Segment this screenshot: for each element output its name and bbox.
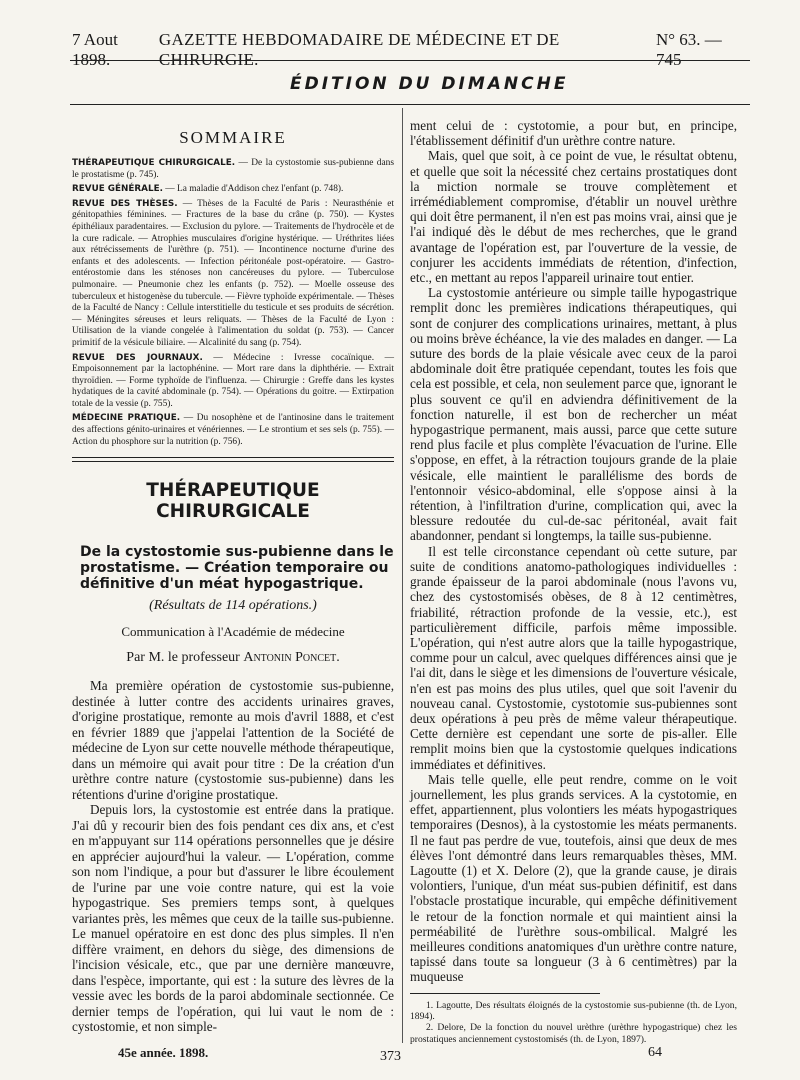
paragraph: Mais telle quelle, elle peut rendre, comme on le voit journellement, les plus grands services. A la cystotomie, en effet, appartiennent, plus volontiers les méats hypogastriques temporaires (Desnos), à la cystostomie les méats permanents. Il ne faut pas perdre de vue, toutefois, ainsi que deux de mes élèves l'ont démontré dans leurs remarquables thèses, MM. Lagoutte (1) et X. Delore (2), que la grande cause, je dirais volontiers, l'unique, d'un méat sus-pubien définitif, est dans l'obstacle prostatique incurable, qui empêche définitivement le retour de la fonction normale et qui maintient ainsi la perméabilité de l'urèthre sous-ombilical. Malgré les meilleures conditions anatomiques d'un urèthre contre nature, tapissé dans toute sa longueur (3 à 6 centimètres) par la muqueuse bbox=[410, 771, 737, 985]
left-body bbox=[72, 678, 394, 1035]
sommaire-entry-head: MÉDECINE PRATIQUE. bbox=[72, 413, 181, 424]
sommaire-entry bbox=[72, 353, 394, 411]
footnote: 1. Lagoutte, Des résultats éloignés de la cystostomie sus-pubienne (th. de Lyon, 1894). bbox=[410, 999, 737, 1022]
volume-year: 45e année. 1898. bbox=[118, 1045, 209, 1060]
paragraph: La cystostomie antérieure ou simple taille hypogastrique remplit donc les premières indications thérapeutiques, qui sont de conjurer des complications urinaires, mettant, à plus ou moins brève échéance, la vie des malades en danger. — La suture des bords de la plaie vésicale avec ceux de la paroi abdominale doit être pratiquée cependant, toutes les fois que cela est possible, et cela, non seulement parce que, ignorant le plus souvent ce qu'il en adviendra définitivement de la fonction naturelle, il est bon de rechercher un méat hypogastrique permanent, mais aussi, parce que cette suture rend plus facile et plus complète l'évacuation de l'urine. Elle s'oppose, en effet, à la rétraction toujours grande de la plaie vésicale, elle maintient le parallélisme des bords de l'entonnoir vésico-abdominal, elle s'oppose ainsi à la rétention, à l'infiltration d'urine, complication qui, avec la blessure redoutée du cul-de-sac péritonéal, avait fait abandonner, pendant si longtemps, la taille sus-pubienne. bbox=[410, 285, 737, 544]
paragraph: Ma première opération de cystostomie sus-pubienne, destinée à lutter contre des accidents urinaires graves, d'origine prostatique, remonte au mois d'avril 1888, et c'est en février 1889 que j'appelai l'attention de la Société de médecine de Lyon sur cette nouvelle méthode thérapeutique, dans un mémoire qui avait pour titre : De la création d'un urèthre contre nature (cystostomie sus-pubienne) dans les rétentions d'urine d'origine prostatique. bbox=[72, 678, 394, 802]
sommaire-entry-text: — De la cystostomie sus-pubienne dans le prostatisme (p. 745). bbox=[72, 158, 394, 180]
page-header bbox=[72, 30, 750, 69]
sommaire-entry-head: REVUE DES THÈSES. bbox=[72, 198, 178, 209]
signature-mark: 64 bbox=[648, 1045, 662, 1060]
sommaire-title: SOMMAIRE bbox=[179, 128, 287, 147]
paragraph: Depuis lors, la cystostomie est entrée dans la pratique. J'ai dû y recourir bien des fois pendant ces dix ans, et c'est en m'appuyant sur 114 opérations personnelles que je désire en apprécier aujourd'hui la valeur. — L'opération, comme son nom l'indique, a pour but d'assurer le libre écoulement de l'urine par une voie contre nature, qui est la voie hypogastrique. Ses premiers temps sont, à quelques variantes près, les mêmes que ceux de la taille sus-pubienne. Le manuel opératoire en est donc des plus simples. Il n'en diffère vraiment, en dehors du siège, des dimensions de l'incision vésicale, etc., que par une dernière manœuvre, dans l'espèce, importante, qui est : la suture des lèvres de la vessie avec les bords de la paroi abdominale sectionnée. Ce dernier temps de l'opération, qui lui vaut le nom de : cystostomie, et non simple- bbox=[72, 802, 394, 1035]
column-divider bbox=[402, 108, 403, 1043]
sommaire-entry bbox=[72, 184, 394, 196]
sommaire-rule bbox=[72, 461, 394, 462]
left-column bbox=[72, 118, 394, 1035]
article-subtitle: (Résultats de 114 opérations.) bbox=[149, 598, 317, 614]
paragraph: ment celui de : cystotomie, a pour but, en principe, l'établissement définitif d'un urèthre contre nature. bbox=[410, 118, 737, 149]
page-number: 373 bbox=[380, 1049, 401, 1064]
sommaire-rule bbox=[72, 457, 394, 458]
author-name: Antonin Poncet. bbox=[243, 650, 340, 666]
sommaire-entry-head: THÉRAPEUTIQUE CHIRURGICALE. bbox=[72, 158, 236, 168]
sommaire-entry-text: — Du nosophène et de l'antinosine dans le traitement des affections génito-urinaires et vénériennes. — Le strontium et ses sels (p. 755). — Action du phosphore sur la nutrition (p. 756). bbox=[72, 413, 394, 447]
author-prefix: Par M. le professeur bbox=[126, 650, 244, 666]
issue-date: 7 Aout 1898. bbox=[72, 30, 118, 69]
edition-rule bbox=[70, 104, 750, 105]
article-title: De la cystostomie sus-pubienne dans le prostatisme. — Création temporaire ou définitive d'un méat hypogastrique. bbox=[80, 544, 394, 593]
edition-title: ÉDITION DU DIMANCHE bbox=[290, 74, 569, 94]
author-line bbox=[72, 650, 394, 666]
sommaire-entry-head: REVUE GÉNÉRALE. bbox=[72, 184, 163, 195]
sommaire-entry-text: — Médecine : Ivresse cocaïnique. — Empoisonnement par la lactophénine. — Mort rare dans la diphthérie. — Extrait thyroïdien. — Forme typhoïde de l'influenza. — Chirurgie : Greffe dans les kystes hydatiques de la cavité abdominale (p. 754). — Opérations du goitre. — Extirpation totale de la vessie (p. 755). bbox=[72, 352, 394, 409]
communication-note: Communication à l'Académie de médecine bbox=[121, 624, 345, 640]
sommaire-entry-text: — Thèses de la Faculté de Paris : Neurasthénie et génitopathies féminines. — Fractures de la base du crâne (p. 750). — Kystes épithéliaux paradentaires. — Exclusion du pylore. — Traitements de l'hydrocèle et de la cure radicale. — Atrophies musculaires d'origine hystérique. — Uréthrites liées aux rétrécissements de l'urèthre (p. 751). — Incontinence nocturne d'urine des enfants et des adolescents. — Infection péritonéale post-opératoire. — Gastro-entérostomie dans les sténoses non cancéreuses du pylore. — Tuberculose pulmonaire. — Pneumonie chez les enfants (p. 752). — Moelle osseuse des tuberculeux et histogenèse du tubercule. — Fièvre typhoïde expérimentale. — Thèses de la Faculté de Nancy : Cellule interstitielle du testicule et ses produits de sécrétion. — Méningites séreuses et leurs reliquats. — Thèses de la Faculté de Lyon : Utilisation de la viande congelée à l'alimentation du soldat (p. 753). — Cancer primitif de la vésicule biliaire. — Alcalinité du sang (p. 754). bbox=[72, 198, 394, 348]
sommaire-entry-text: — La maladie d'Addison chez l'enfant (p. 748). bbox=[162, 184, 344, 195]
sommaire-entry-head: REVUE DES JOURNAUX. bbox=[72, 352, 203, 363]
footnote-rule bbox=[410, 993, 600, 994]
paragraph: Il est telle circonstance cependant où cette suture, par suite de conditions anatomo-pathologiques individuelles : grande épaisseur de la paroi abdominale (nous l'avons vu, chez des cystostomisés obèses, de 8 à 12 centimètres, friabilité, rétraction profonde de la vessie, etc.), est particulièrement difficile, parfois même impossible. L'opération, qui n'est autre alors que la taille hypogastrique, comme pour un calcul, avec quelques différences ainsi que je l'ai dit, dans le siège et les dimensions de l'ouverture vésicale, n'en est pas moins des plus utiles, quel que soit l'avenir du nouveau canal. Cystostomie, cystotomie sus-pubiennes sont deux opérations à peu près de même valeur thérapeutique. Cette dernière est cependant une sorte de pis-aller. Elle remplit moins bien que la cystostomie quelques indications immédiates et définitives. bbox=[410, 543, 737, 772]
footnote: 2. Delore, De la fonction du nouvel urèthre (urèthre hypogastrique) chez les prostatiques anciennement cystostomisés (th. de Lyon, 1897). bbox=[410, 1022, 737, 1045]
right-column bbox=[410, 118, 737, 1045]
sommaire-entry bbox=[72, 199, 394, 350]
header-rule bbox=[70, 60, 750, 61]
section-title: THÉRAPEUTIQUE CHIRURGICALE bbox=[146, 480, 320, 523]
sommaire-entry bbox=[72, 158, 394, 181]
paragraph: Mais, quel que soit, à ce point de vue, le résultat obtenu, et quelle que soit la nécessité chez certains prostatiques dont la miction normale se trouve complètement et irrémédiablement compromise, d'établir un nouvel urèthre qui doit être permanent, il n'en est pas moins vrai, ainsi que je l'ai indiqué dès le début de mes recherches, que le grand avantage de l'opération est, par l'ouverture de la vessie, de conjurer les accidents immédiats de rétention, d'infection, etc., en mettant au repos l'appareil urinaire tout entier. bbox=[410, 148, 737, 286]
issue-number: N° 63. — 745 bbox=[655, 30, 722, 69]
journal-title: GAZETTE HEBDOMADAIRE DE MÉDECINE ET DE CHIRURGIE. bbox=[158, 30, 560, 69]
sommaire-entry bbox=[72, 413, 394, 448]
